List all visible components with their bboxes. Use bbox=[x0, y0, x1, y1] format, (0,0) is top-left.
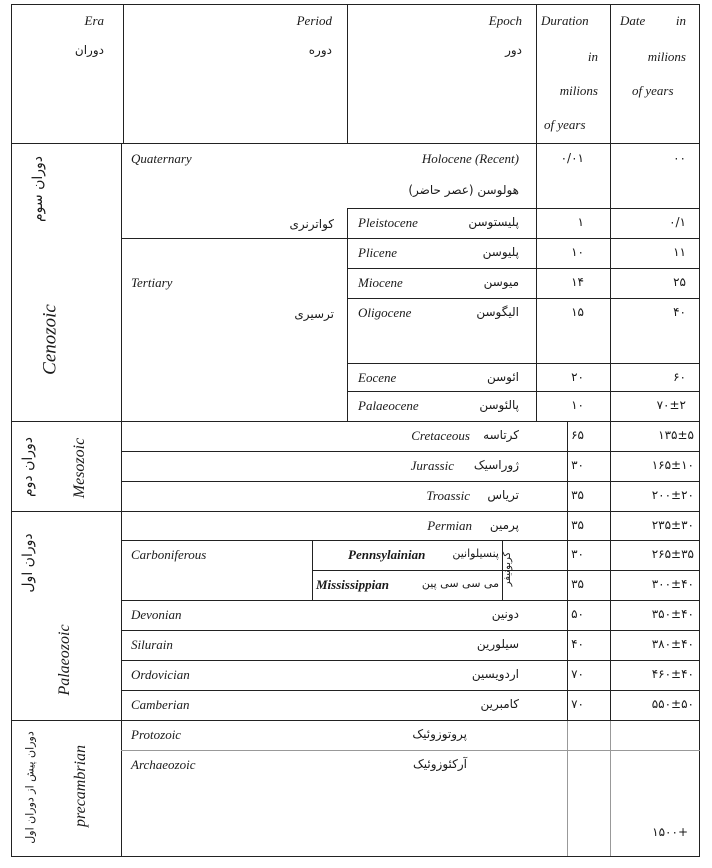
mississippian-en: Mississippian bbox=[316, 577, 389, 592]
header-date-1: Date bbox=[620, 13, 646, 28]
camberian-fa: کامبرین bbox=[480, 697, 519, 711]
cenozoic-era-en: Cenozoic bbox=[39, 304, 61, 375]
troassic-duration: ۳۵ bbox=[571, 488, 584, 502]
plicene-duration: ۱۰ bbox=[571, 245, 584, 259]
palaeocene-duration: ۱۰ bbox=[571, 398, 584, 412]
protozoic-fa: پروتوزوئیک bbox=[412, 727, 467, 741]
precambrian-date: ۱۵۰۰+ bbox=[652, 825, 688, 839]
camberian-en: Camberian bbox=[131, 697, 190, 712]
palaeocene-en: Palaeocene bbox=[358, 398, 419, 413]
pennsylvanian-en: Pennsylainian bbox=[348, 547, 426, 562]
header-date-4: of years bbox=[632, 83, 674, 98]
mississippian-duration: ۳۵ bbox=[571, 577, 584, 591]
header-date-3: milions bbox=[647, 49, 686, 64]
devonian-fa: دونین bbox=[491, 607, 519, 621]
tertiary-en: Tertiary bbox=[131, 275, 173, 290]
oligocene-en: Oligocene bbox=[358, 305, 412, 320]
mesozoic-era-fa: دوران دوم bbox=[20, 436, 36, 498]
palaeocene-fa: پالئوسن bbox=[479, 398, 519, 412]
quaternary-en: Quaternary bbox=[131, 151, 192, 166]
silurain-date: ۳۸۰±۴۰ bbox=[651, 637, 694, 651]
holocene-date: ۰۰ bbox=[673, 151, 686, 165]
pleistocene-en: Pleistocene bbox=[358, 215, 418, 230]
plicene-date: ۱۱ bbox=[673, 245, 686, 259]
jurassic-fa: ژوراسیک bbox=[473, 458, 519, 472]
palaeozoic-era-fa: دوران اول bbox=[20, 533, 36, 593]
mesozoic-era-en: Mesozoic bbox=[71, 437, 88, 499]
header-duration-1: Duration bbox=[541, 13, 589, 28]
carboniferous-en: Carboniferous bbox=[131, 547, 207, 562]
silurain-en: Silurain bbox=[131, 637, 173, 652]
header-duration-2: in bbox=[587, 49, 598, 64]
mississippian-date: ۳۰۰±۴۰ bbox=[651, 577, 694, 591]
permian-date: ۲۳۵±۳۰ bbox=[651, 518, 694, 532]
pennsylvanian-fa: پنسیلوانین bbox=[452, 547, 499, 560]
tertiary-fa: ترسیری bbox=[294, 307, 334, 321]
cenozoic-era-fa: دوران سوم bbox=[30, 156, 46, 223]
pennsylvanian-date: ۲۶۵±۳۵ bbox=[651, 547, 694, 561]
miocene-duration: ۱۴ bbox=[571, 275, 584, 289]
palaeocene-date: ۷۰±۲ bbox=[656, 398, 686, 412]
silurain-fa: سیلورین bbox=[476, 637, 519, 651]
holocene-en: Holocene (Recent) bbox=[421, 151, 519, 166]
permian-en: Permian bbox=[427, 518, 472, 533]
header-era-fa: دوران bbox=[74, 43, 104, 57]
quaternary-fa: کواترنری bbox=[289, 217, 334, 231]
jurassic-duration: ۳۰ bbox=[571, 458, 584, 472]
palaeozoic-era-en: Palaeozoic bbox=[56, 624, 73, 696]
eocene-date: ۶۰ bbox=[673, 370, 686, 384]
holocene-duration: ۰/۰۱ bbox=[560, 151, 584, 165]
eocene-fa: ائوسن bbox=[486, 370, 519, 384]
permian-fa: پرمین bbox=[489, 518, 519, 532]
pleistocene-fa: پلیستوسن bbox=[468, 215, 519, 229]
header-period-fa: دوره bbox=[308, 43, 332, 57]
miocene-en: Miocene bbox=[358, 275, 403, 290]
oligocene-date: ۴۰ bbox=[673, 305, 686, 319]
mississippian-fa: می سی سی پین bbox=[421, 577, 499, 590]
header-date-2: in bbox=[675, 13, 686, 28]
camberian-date: ۵۵۰±۵۰ bbox=[651, 697, 694, 711]
devonian-date: ۳۵۰±۴۰ bbox=[651, 607, 694, 621]
eocene-duration: ۲۰ bbox=[571, 370, 584, 384]
pleistocene-date: ۰/۱ bbox=[669, 215, 686, 229]
cretaceous-fa: کرتاسه bbox=[483, 428, 519, 442]
miocene-fa: میوسن bbox=[483, 275, 519, 289]
header-duration-4: of years bbox=[544, 117, 586, 132]
devonian-en: Devonian bbox=[131, 607, 182, 622]
header-period-en: Period bbox=[296, 13, 332, 28]
header-duration-3: milions bbox=[559, 83, 598, 98]
ordovician-duration: ۷۰ bbox=[571, 667, 584, 681]
troassic-en: Troassic bbox=[426, 488, 470, 503]
ordovician-en: Ordovician bbox=[131, 667, 190, 682]
ordovician-fa: اردویسین bbox=[471, 667, 519, 681]
camberian-duration: ۷۰ bbox=[571, 697, 584, 711]
pennsylvanian-duration: ۳۰ bbox=[571, 547, 584, 561]
troassic-date: ۲۰۰±۲۰ bbox=[651, 488, 694, 502]
permian-duration: ۳۵ bbox=[571, 518, 584, 532]
header-era-en: Era bbox=[84, 13, 104, 28]
silurain-duration: ۴۰ bbox=[571, 637, 584, 651]
header-epoch-en: Epoch bbox=[488, 13, 522, 28]
cretaceous-duration: ۶۵ bbox=[571, 428, 584, 442]
header-epoch-fa: دور bbox=[505, 43, 522, 57]
eocene-en: Eocene bbox=[358, 370, 397, 385]
jurassic-en: Jurassic bbox=[410, 458, 454, 473]
archaeozoic-en: Archaeozoic bbox=[131, 757, 196, 772]
jurassic-date: ۱۶۵±۱۰ bbox=[651, 458, 694, 472]
protozoic-en: Protozoic bbox=[131, 727, 182, 742]
precambrian-era-fa: دوران پیش از دوران اول bbox=[23, 731, 37, 844]
oligocene-fa: الیگوسن bbox=[476, 305, 519, 319]
cretaceous-en: Cretaceous bbox=[411, 428, 470, 443]
oligocene-duration: ۱۵ bbox=[571, 305, 584, 319]
pleistocene-duration: ۱ bbox=[577, 215, 584, 229]
precambrian-era-en: precambrian bbox=[72, 744, 89, 828]
plicene-en: Plicene bbox=[358, 245, 397, 260]
miocene-date: ۲۵ bbox=[673, 275, 686, 289]
cretaceous-date: ۱۳۵±۵ bbox=[658, 428, 694, 442]
troassic-fa: تریاس bbox=[487, 488, 519, 502]
devonian-duration: ۵۰ bbox=[571, 607, 584, 621]
ordovician-date: ۴۶۰±۴۰ bbox=[651, 667, 694, 681]
archaeozoic-fa: آرکئوزوئیک bbox=[413, 757, 467, 771]
holocene-fa: هولوسن (عصر حاضر) bbox=[408, 183, 519, 197]
plicene-fa: پلیوسن bbox=[482, 245, 519, 259]
carboniferous-fa: کربونیفر bbox=[502, 551, 513, 587]
